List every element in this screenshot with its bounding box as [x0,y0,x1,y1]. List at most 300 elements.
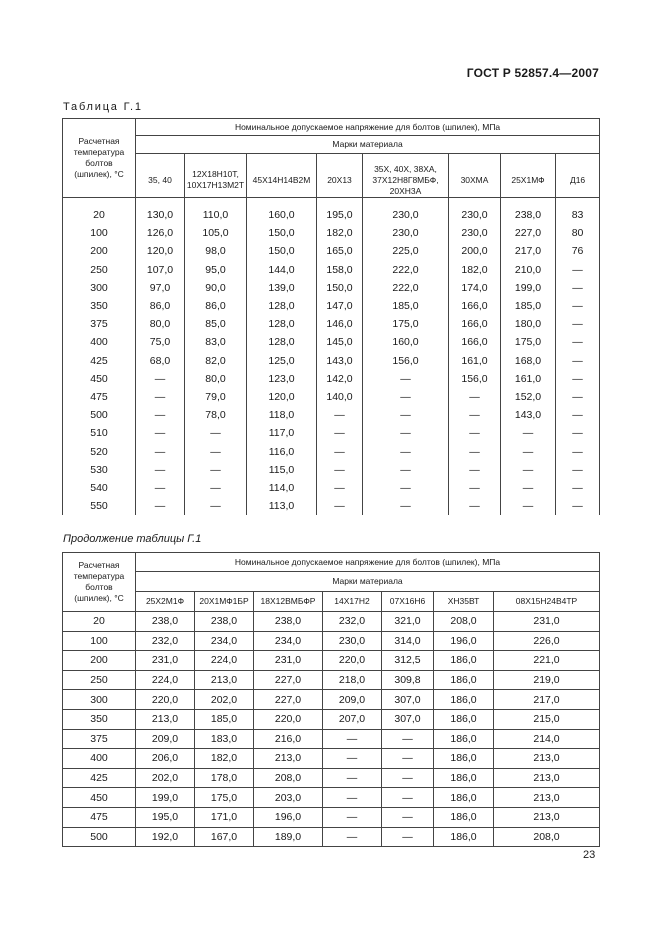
table1-value-cell: 200,0 [449,242,501,260]
table1-value-cell: 140,0 [317,388,363,406]
table1-value-cell: — [363,442,449,460]
table1-value-cell: 168,0 [501,352,556,370]
table2-column-header: 14Х17Н2 [323,592,382,612]
table2-value-cell: 213,0 [195,670,254,690]
table1-value-cell: — [363,370,449,388]
table1-value-cell: 143,0 [501,406,556,424]
table2-value-cell: 186,0 [434,651,494,671]
table2-value-cell: 183,0 [195,729,254,749]
table2-value-cell: 189,0 [254,827,323,847]
table2-value-cell: 213,0 [494,788,600,808]
table2-row [63,651,600,671]
table1-value-cell: — [556,388,600,406]
table1-value-cell: 160,0 [247,198,317,225]
table1-value-cell: 90,0 [185,279,247,297]
table2-value-cell: 186,0 [434,729,494,749]
table1-row [63,461,600,479]
table1-column-header: 20Х13 [317,154,363,198]
table1-value-cell: 80 [556,224,600,242]
table1-value-cell: 114,0 [247,479,317,497]
table1-value-cell: — [556,279,600,297]
table1-value-cell: 156,0 [449,370,501,388]
table2-caption: Продолжение таблицы Г.1 [63,533,202,545]
table2-value-cell: 196,0 [254,807,323,827]
table1-value-cell: 130,0 [136,198,185,225]
table1-value-cell: 126,0 [136,224,185,242]
table1-value-cell: 83,0 [185,333,247,351]
table2-value-cell: 213,0 [494,749,600,769]
table1-value-cell: 195,0 [317,198,363,225]
table1-value-cell: 166,0 [449,333,501,351]
table1-value-cell: — [136,388,185,406]
table2-value-cell: — [323,807,382,827]
table1-column-header: 12Х18Н10Т, 10Х17Н13М2Т [185,154,247,198]
table2-value-cell: — [382,729,434,749]
table2-value-cell: 230,0 [323,631,382,651]
table1-value-cell: — [449,442,501,460]
table2-value-cell: 206,0 [136,749,195,769]
table1-value-cell: 128,0 [247,297,317,315]
table1-value-cell: — [501,461,556,479]
table1-value-cell: — [363,406,449,424]
table2-value-cell: 312,5 [382,651,434,671]
table2-temperature-cell: 425 [63,768,136,788]
table2-value-cell: 232,0 [323,612,382,632]
table1-value-cell: — [317,497,363,515]
table2-row [63,670,600,690]
table1-value-cell: 105,0 [185,224,247,242]
table1-value-cell: 160,0 [363,333,449,351]
table1-value-cell: 152,0 [501,388,556,406]
table1-value-cell: — [136,406,185,424]
table1-value-cell: 217,0 [501,242,556,260]
table1-value-cell: 199,0 [501,279,556,297]
table2-value-cell: 227,0 [254,670,323,690]
table2-temperature-cell: 500 [63,827,136,847]
table1-temperature-cell: 530 [63,461,136,479]
table1-value-cell: 146,0 [317,315,363,333]
table2-temperature-cell: 400 [63,749,136,769]
table2-value-cell: 217,0 [494,690,600,710]
table1-value-cell: 230,0 [449,198,501,225]
table1-value-cell: 125,0 [247,352,317,370]
table1-value-cell: 85,0 [185,315,247,333]
table1-value-cell: — [136,424,185,442]
table1-value-cell: 230,0 [449,224,501,242]
table1-row [63,198,600,225]
table2-value-cell: 219,0 [494,670,600,690]
table2-value-cell: 221,0 [494,651,600,671]
table1-value-cell: 98,0 [185,242,247,260]
table2-temperature-cell: 350 [63,709,136,729]
table1-value-cell: — [449,388,501,406]
table1-value-cell: 185,0 [363,297,449,315]
table2-value-cell: 314,0 [382,631,434,651]
table1-value-cell: — [556,442,600,460]
table2-value-cell: — [382,788,434,808]
table1-value-cell: 185,0 [501,297,556,315]
table1-row [63,388,600,406]
table2-value-cell: 232,0 [136,631,195,651]
table1-value-cell: — [317,406,363,424]
table1-value-cell: — [363,497,449,515]
table2-value-cell: 186,0 [434,788,494,808]
table1-value-cell: 145,0 [317,333,363,351]
table1-value-cell: 68,0 [136,352,185,370]
table1-value-cell: — [501,442,556,460]
table1-value-cell: 142,0 [317,370,363,388]
table1-temperature-cell: 510 [63,424,136,442]
table2-value-cell: 186,0 [434,670,494,690]
table1-value-cell: 144,0 [247,261,317,279]
table1-value-cell: 230,0 [363,198,449,225]
table1-value-cell: — [136,370,185,388]
table1-value-cell: 139,0 [247,279,317,297]
table2-value-cell: 213,0 [494,807,600,827]
table2-value-cell: 224,0 [136,670,195,690]
table2-value-cell: — [382,827,434,847]
table1-value-cell: — [317,424,363,442]
table2-value-cell: — [382,768,434,788]
table1-value-cell: — [185,442,247,460]
table2-value-cell: — [323,729,382,749]
table1-value-cell: — [136,461,185,479]
table1-value-cell: 107,0 [136,261,185,279]
table1-value-cell: — [556,406,600,424]
table1-value-cell: 80,0 [136,315,185,333]
table1-value-cell: 230,0 [363,224,449,242]
table2-value-cell: 186,0 [434,807,494,827]
table2-value-cell: 199,0 [136,788,195,808]
table2-value-cell: 224,0 [195,651,254,671]
table2-value-cell: 231,0 [254,651,323,671]
table1-value-cell: — [449,406,501,424]
table1-value-cell: 110,0 [185,198,247,225]
table2-value-cell: 195,0 [136,807,195,827]
table1-row [63,261,600,279]
table2-value-cell: 231,0 [494,612,600,632]
table2-value-cell: 307,0 [382,709,434,729]
table2-group-header: Номинальное допускаемое напряжение для болтов (шпилек), МПа [136,553,600,572]
table1-temperature-cell: 450 [63,370,136,388]
table2-value-cell: 226,0 [494,631,600,651]
table2-value-cell: 167,0 [195,827,254,847]
table2-value-cell: 216,0 [254,729,323,749]
table2-column-header: 25Х2М1Ф [136,592,195,612]
table1-value-cell: 238,0 [501,198,556,225]
table1-value-cell: — [556,497,600,515]
table2-row [63,749,600,769]
table1-value-cell: — [136,479,185,497]
table2-value-cell: 202,0 [136,768,195,788]
table2-sub-header: Марки материала [136,572,600,592]
table1-caption: Таблица Г.1 [63,101,143,113]
table1-value-cell: — [501,424,556,442]
table1-value-cell: — [556,315,600,333]
table2-row [63,612,600,632]
table1-value-cell: 156,0 [363,352,449,370]
table1-value-cell: — [556,370,600,388]
table2-value-cell: 175,0 [195,788,254,808]
table1-value-cell: — [136,497,185,515]
table1-value-cell: 150,0 [247,224,317,242]
table2-value-cell: 196,0 [434,631,494,651]
table1-value-cell: 175,0 [363,315,449,333]
table1-value-cell: 80,0 [185,370,247,388]
table1-row [63,242,600,260]
table2-row [63,807,600,827]
table1-value-cell: — [185,424,247,442]
table2-value-cell: 171,0 [195,807,254,827]
table1-value-cell: — [185,497,247,515]
table1-value-cell: 150,0 [247,242,317,260]
table1-value-cell: 225,0 [363,242,449,260]
table2-value-cell: 209,0 [323,690,382,710]
table2-row [63,729,600,749]
table1-value-cell: 95,0 [185,261,247,279]
table1-value-cell: 143,0 [317,352,363,370]
table1-value-cell: 182,0 [317,224,363,242]
table1-value-cell: — [556,333,600,351]
table1-value-cell: 86,0 [185,297,247,315]
table1-column-header: 35, 40 [136,154,185,198]
table1-sub-header: Марки материала [136,136,600,154]
table1-row [63,352,600,370]
table1-value-cell: — [449,424,501,442]
table2-value-cell: 207,0 [323,709,382,729]
table2-value-cell: 227,0 [254,690,323,710]
table2-value-cell: 182,0 [195,749,254,769]
table2-temperature-cell: 250 [63,670,136,690]
table1-value-cell: — [501,479,556,497]
table1-value-cell: — [556,352,600,370]
table1-value-cell: — [317,442,363,460]
table2-value-cell: 309,8 [382,670,434,690]
table1-value-cell: 75,0 [136,333,185,351]
table1-temperature-cell: 400 [63,333,136,351]
table2-value-cell: — [323,827,382,847]
table1-column-header: 35Х, 40Х, 38ХА, 37Х12Н8Г8МБФ, 20ХН3А [363,154,449,198]
table1-temperature-cell: 475 [63,388,136,406]
table2-value-cell: 213,0 [136,709,195,729]
table2 [62,552,600,847]
table1-value-cell: — [449,497,501,515]
table1-value-cell: 161,0 [501,370,556,388]
table1-column-header: Д16 [556,154,600,198]
table1-column-header: 30ХМА [449,154,501,198]
document-header: ГОСТ Р 52857.4—2007 [466,66,599,80]
table2-value-cell: 238,0 [254,612,323,632]
table1-value-cell: 86,0 [136,297,185,315]
table2-temperature-cell: 20 [63,612,136,632]
table1-group-header: Номинальное допускаемое напряжение для болтов (шпилек), МПа [136,119,600,136]
table2-value-cell: — [323,768,382,788]
table2-value-cell: 186,0 [434,690,494,710]
table2-value-cell: — [382,807,434,827]
table2-value-cell: 238,0 [195,612,254,632]
table2-column-header: 08Х15Н24В4ТР [494,592,600,612]
table1-column-header: 25Х1МФ [501,154,556,198]
table2-value-cell: 238,0 [136,612,195,632]
table2-value-cell: 186,0 [434,749,494,769]
table1-temperature-cell: 550 [63,497,136,515]
table1-value-cell: 166,0 [449,315,501,333]
table1-value-cell: 113,0 [247,497,317,515]
table2-temperature-cell: 200 [63,651,136,671]
table1-row [63,406,600,424]
table1-value-cell: — [317,479,363,497]
table1-value-cell: 120,0 [247,388,317,406]
table2-value-cell: 220,0 [136,690,195,710]
table1-value-cell: 147,0 [317,297,363,315]
table2-row-header: Расчетная температура болтов (шпилек), °С [63,553,136,612]
table2-column-header: 18Х12ВМБФР [254,592,323,612]
table1-value-cell: 158,0 [317,261,363,279]
table1-value-cell: 150,0 [317,279,363,297]
table2-value-cell: 208,0 [254,768,323,788]
table1-temperature-cell: 375 [63,315,136,333]
table1-value-cell: 222,0 [363,279,449,297]
table1-row [63,370,600,388]
table1-value-cell: 83 [556,198,600,225]
table1-value-cell: 227,0 [501,224,556,242]
table2-value-cell: — [323,788,382,808]
table2-value-cell: 234,0 [195,631,254,651]
table2-row [63,827,600,847]
table1-row [63,497,600,515]
table1-temperature-cell: 520 [63,442,136,460]
table2-value-cell: 186,0 [434,709,494,729]
table1-row [63,479,600,497]
table1-value-cell: 180,0 [501,315,556,333]
table1-temperature-cell: 350 [63,297,136,315]
table2-value-cell: 202,0 [195,690,254,710]
table2-value-cell: 208,0 [434,612,494,632]
table1-value-cell: 97,0 [136,279,185,297]
table2-column-header: 07Х16Н6 [382,592,434,612]
table2-value-cell: — [382,749,434,769]
table2-value-cell: 208,0 [494,827,600,847]
table2-value-cell: 231,0 [136,651,195,671]
table1-value-cell: 118,0 [247,406,317,424]
table2-value-cell: 203,0 [254,788,323,808]
table2-value-cell: 215,0 [494,709,600,729]
table1-temperature-cell: 200 [63,242,136,260]
table2-value-cell: 214,0 [494,729,600,749]
table1-row [63,297,600,315]
table1-row [63,442,600,460]
table2-value-cell: 209,0 [136,729,195,749]
table1-value-cell: 174,0 [449,279,501,297]
table1-column-header: 45Х14Н14В2М [247,154,317,198]
table2-value-cell: 220,0 [323,651,382,671]
table1-value-cell: — [363,479,449,497]
table1-value-cell: — [449,479,501,497]
table1-value-cell: — [501,497,556,515]
table2-row [63,768,600,788]
table2-value-cell: 192,0 [136,827,195,847]
table1-value-cell: 123,0 [247,370,317,388]
table2-value-cell: 218,0 [323,670,382,690]
table1-value-cell: 79,0 [185,388,247,406]
table1-value-cell: 120,0 [136,242,185,260]
table1-value-cell: 116,0 [247,442,317,460]
table1-value-cell: 117,0 [247,424,317,442]
table2-value-cell: 178,0 [195,768,254,788]
table1-value-cell: — [317,461,363,479]
table2-value-cell: 186,0 [434,827,494,847]
table1-row [63,315,600,333]
table1-value-cell: 128,0 [247,333,317,351]
table1-value-cell: 182,0 [449,261,501,279]
table1-value-cell: 210,0 [501,261,556,279]
table1-value-cell: 128,0 [247,315,317,333]
table1-value-cell: — [363,461,449,479]
table2-value-cell: 234,0 [254,631,323,651]
page-number: 23 [583,849,596,861]
table1-temperature-cell: 500 [63,406,136,424]
table1-temperature-cell: 250 [63,261,136,279]
table2-value-cell: 185,0 [195,709,254,729]
table1-value-cell: 175,0 [501,333,556,351]
table1-temperature-cell: 425 [63,352,136,370]
table2-value-cell: 213,0 [254,749,323,769]
table1-value-cell: — [556,261,600,279]
table1-temperature-cell: 100 [63,224,136,242]
table2-temperature-cell: 475 [63,807,136,827]
table1-value-cell: 222,0 [363,261,449,279]
table1-value-cell: 78,0 [185,406,247,424]
table2-column-header: 20Х1МФ1БР [195,592,254,612]
table2-value-cell: 186,0 [434,768,494,788]
table2-value-cell: 321,0 [382,612,434,632]
table2-temperature-cell: 300 [63,690,136,710]
table1-temperature-cell: 300 [63,279,136,297]
table1-temperature-cell: 20 [63,198,136,225]
table2-value-cell: 213,0 [494,768,600,788]
table1 [62,118,600,515]
table2-temperature-cell: 450 [63,788,136,808]
table1-value-cell: — [556,479,600,497]
table1-value-cell: — [556,297,600,315]
table1-row [63,424,600,442]
table1-value-cell: 82,0 [185,352,247,370]
table1-value-cell: — [136,442,185,460]
table1-value-cell: — [556,424,600,442]
table2-row [63,788,600,808]
table1-value-cell: — [363,424,449,442]
table1-value-cell: 76 [556,242,600,260]
table2-value-cell: — [323,749,382,769]
table1-value-cell: — [185,461,247,479]
table2-column-header: ХН35ВТ [434,592,494,612]
table1-value-cell: — [449,461,501,479]
table2-row [63,709,600,729]
table1-value-cell: 165,0 [317,242,363,260]
table2-value-cell: 220,0 [254,709,323,729]
table1-temperature-cell: 540 [63,479,136,497]
table1-value-cell: 115,0 [247,461,317,479]
table1-row [63,224,600,242]
table1-row [63,279,600,297]
table2-temperature-cell: 100 [63,631,136,651]
table2-row [63,690,600,710]
table2-row [63,631,600,651]
table1-value-cell: — [363,388,449,406]
table1-value-cell: — [556,461,600,479]
table2-value-cell: 307,0 [382,690,434,710]
table1-row-header: Расчетная температура болтов (шпилек), °С [63,119,136,198]
